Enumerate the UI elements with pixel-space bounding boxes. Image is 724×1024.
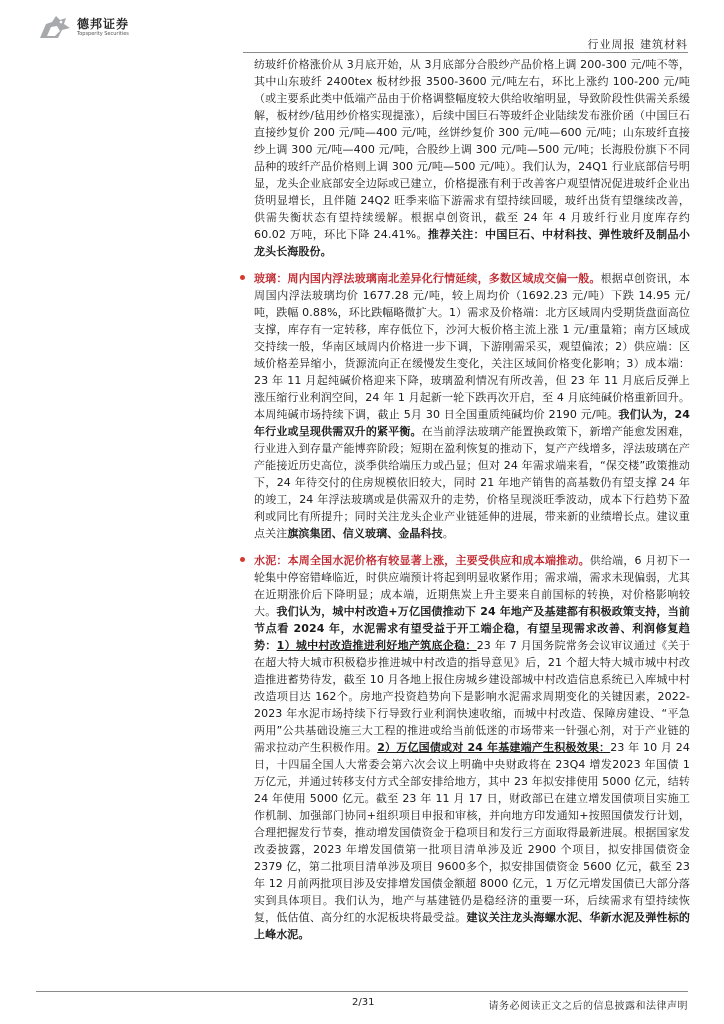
page-number: 2/31 [352,997,375,1008]
emphasis-text: 建议关注龙头海螺水泥、华新水泥及弹性标的上峰水泥。 [254,911,690,941]
horse-logo-icon [38,14,72,40]
report-body [254,56,690,953]
body-text: 供给端，6 月初下一轮集中停窑错峰临近，时供应端预计将起到明显收紧作用；需求端，需求未现偏弱，尤其在近期涨价后下降明显；成本端，近期焦炭上升主要来自前国标的转换，对价格影响较大。 [254,554,690,618]
brand-logo [38,14,129,40]
bullet-icon [240,557,245,562]
body-text: 在当前浮法玻璃产能置换政策下，新增产能愈发困难，行业进入到存量产能博弈阶段；短期在盈利恢复的推动下，复产产线增多，浮法玻璃在产产能接近历史高位，淡季供给端压力或凸显；但对 24 年需求端来看，“保交楼”政策推动下，24 年待交付的住房规模依旧较大，同时 21 年地产销售的高基数仍有望支撑 24 年的竣工，24 年浮法玻璃或是供需双升的走势，价格呈现淡旺季波动，成本下行趋势下盈利或同比有所提升；同时关注龙头企业产业链延伸的进展，带来新的业绩增长点。建议重点关注 [254,425,691,540]
section-heading: 水泥：本周全国水泥价格有较显著上涨，主要受供应和成本端推动。 [254,554,590,567]
underlined-point: 2）万亿国债或对 24 年基建端产生积极效果： [377,741,611,754]
paragraph-glass [254,270,690,542]
body-text: 。 [442,527,454,540]
body-text: 纺玻纤价格涨价从 3月底开始，从 3月底部分合股纱产品价格上调 200-300 元/吨不等，其中山东玻纤 2400tex 板材纱报 3500-3600 元/吨左右，环比上涨约 100-200 元/吨（或主要系此类中低端产品由于价格调整幅度较大供给收缩明显，导致阶段性供需关系缓解，板材纱/毡用纱价格实现提涨），后续中国巨石等玻纤企业陆续发布涨价函（中国巨石直接纱复价 200 元/吨—400 元/吨，丝饼纱复价 300 元/吨—600 元/吨；山东玻纤直接纱上调 300 元/吨—400 元/吨，合股纱上调 300 元/吨—500 元/吨；长海股份旗下不同品种的玻纤产品价格则上调 300 元/吨—500 元/吨）。我们认为，24Q1 行业底部信号明显，龙头企业底部安全边际或已建立，价格提涨有利于改善客户观望情况促进玻纤企业出货明显增长，且伴随 24Q2 旺季来临下游需求有望持续回暖，玻纤出货有望继续改善，供需失衡状态有望持续缓解。根据卓创资讯，截至 24 年 4 月玻纤行业月度库存约 60.02 万吨，环比下降 24.41%。 [254,58,690,241]
brand-english-name: Topsperity Securities [77,30,129,37]
section-heading: 玻璃：周内国内浮法玻璃南北差异化行情延续，多数区域成交偏一般。 [254,272,601,285]
bullet-icon [240,275,245,280]
paragraph-glassfiber [254,56,690,260]
emphasis-text: 旗滨集团、信义玻璃、金晶科技 [287,527,443,540]
legal-disclaimer: 请务必阅读正文之后的信息披露和法律声明 [488,1001,688,1012]
underlined-point: 1）城中村改造推进利好地产筑底企稳： [276,639,477,652]
report-category: 行业周报 建筑材料 [587,38,688,51]
emphasis-text: 我们认为，城中村改造+万亿国债推动下 24 年地产及基建都有积极政策支持，当前节点看 2024 年，水泥需求有望受益于开工端企稳，有望呈现需求改善、利润修复趋势： [254,605,690,652]
body-text: 23 年 7 月国务院常务会议审议通过《关于在超大特大城市积极稳步推进城中村改造的指导意见》后，21 个超大特大城市城中村改造推进蓄势待发，截至 10 月各地上报住房城乡建设部城中村改造信息系统已入库城中村改造项目达 162个。房地产投资趋势向下是影响水泥需求周期变化的关键因素，2022-2023 年水泥市场持续下行导致行业利润快速收缩，而城中村改造、保障房建设、“平急两用”公共基础设施三大工程的推进或给当前低迷的市场带来一针强心剂，对于产业链的需求拉动产生积极作用。 [254,639,691,754]
paragraph-cement [254,552,690,943]
emphasis-text: 我们认为，24 年行业或呈现供需双升的紧平衡。 [254,408,690,438]
brand-name: 德邦证券 [77,16,130,31]
emphasis-text: 推荐关注：中国巨石、中材科技、弹性玻纤及制品小龙头长海股份。 [254,228,690,258]
body-text: 根据卓创资讯，本周国内浮法玻璃均价 1677.28 元/吨，较上周均价（1692.23 元/吨）下跌 14.95 元/吨，跌幅 0.88%，环比跌幅略微扩大。1）需求及价格端：北方区域周内受期货盘面高位支撑，库存有一定转移，库存低位下，沙河大板价格主流上涨 1 元/重量箱；南方区域成交持续一般，华南区域周内价格进一步下调，下游刚需采买，观望偏浓；2）供应端：区域价格差异缩小，货源流向正在缓慢发生变化，关注区域间价格变化影响；3）成本端：23 年 11 月起纯碱价格迎来下降，玻璃盈利情况有所改善，但 23 年 11 月底后反弹上涨压缩行业利润空间，24 年 1 月起新一轮下跌再次开启，至 4 月底纯碱价格重新回升。本周纯碱市场持续下调，截止 5月 30 日全国重质纯碱均价 2190 元/吨。 [254,272,690,421]
body-text: 23 年 10 月 24 日，十四届全国人大常委会第六次会议上明确中央财政将在 23Q4 增发2023 年国债 1 万亿元，并通过转移支付方式全部安排给地方，其中 23 年拟安排使用 5000 亿元，结转 24 年使用 5000 亿元。截至 23 年 11 月 17 日，财政部已在建立增发国债项目实施工作机制、加强部门协同+组织项目申报和审核，并向地方印发通知+按照国债发行计划，合理把握发行节奏，推动增发国债资金于稳项目和发行三方面取得最新进展。根据国家发改委披露，2023 年增发国债第一批项目清单涉及近 2900 个项目，拟安排国债资金 2379 亿，第二批项目清单涉及项目 9600多个，拟安排国债资金 5600 亿元，截至 23 年 12 月前两批项目涉及安排增发国债金额超 8000 亿元，1 万亿元增发国债已大部分落实到具体项目。我们认为，地产与基建链仍是稳经济的重要一环，后续需求有望持续恢复，低估值、高分红的水泥板块将最受益。 [254,741,690,924]
footer-divider [36,991,688,992]
header-divider [243,52,688,53]
